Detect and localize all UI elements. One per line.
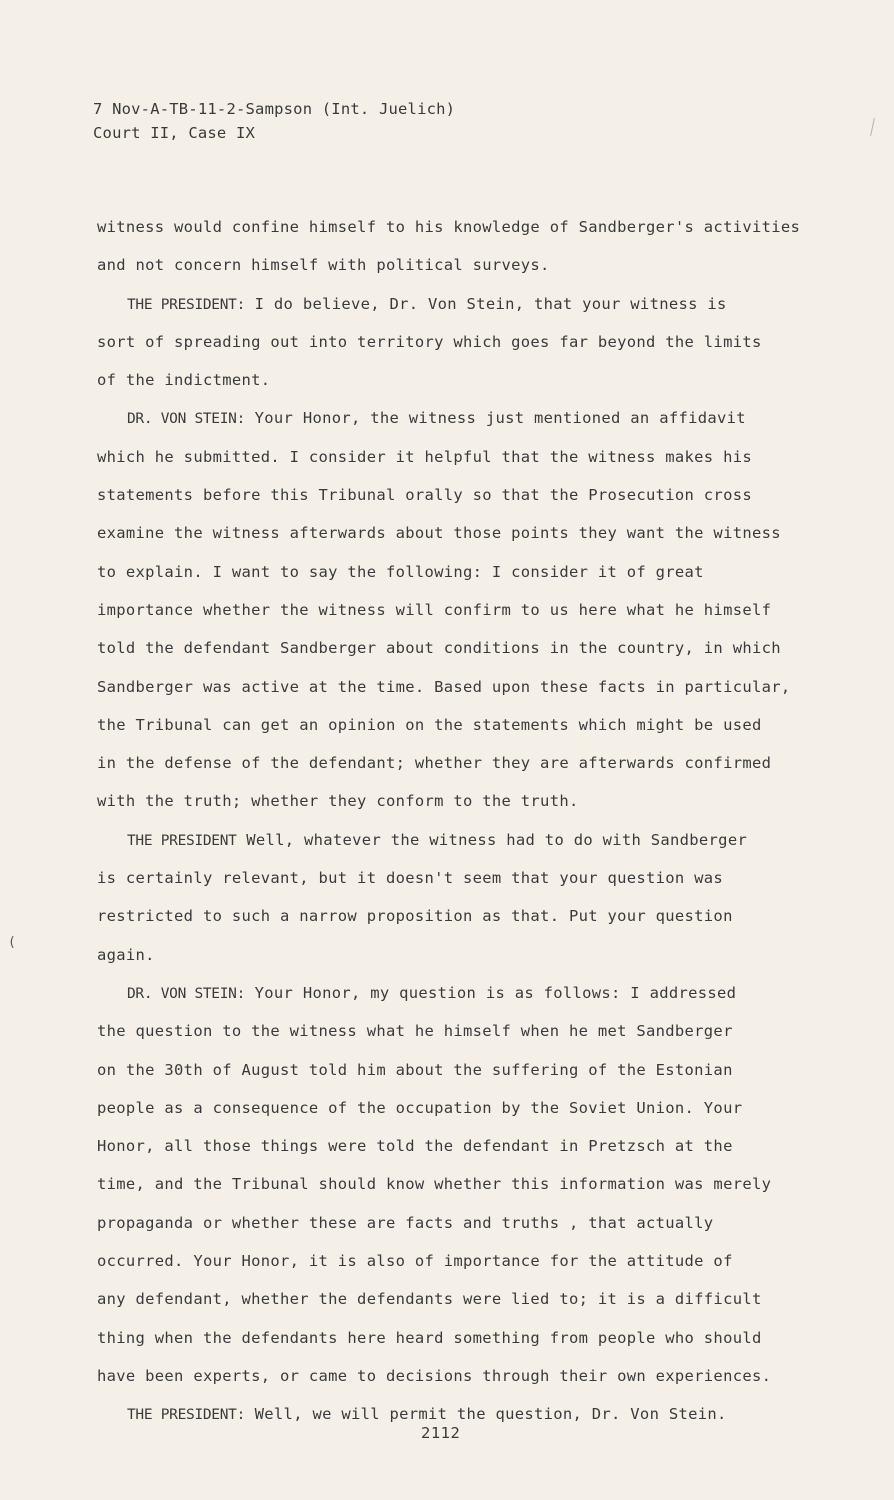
transcript-line: to explain. I want to say the following: I consider it of great <box>97 562 704 581</box>
transcript-line: restricted to such a narrow proposition as that. Put your question <box>97 907 733 926</box>
transcript-line: again. <box>97 945 155 964</box>
transcript-line: witness would confine himself to his knowledge of Sandberger's activities <box>97 218 801 236</box>
transcript-line: Honor, all those things were told the defendant in Pretzsch at the <box>97 1137 733 1156</box>
transcript-line: on the 30th of August told him about the suffering of the Estonian <box>97 1060 733 1079</box>
transcript-line: propaganda or whether these are facts and truths , that actually <box>97 1213 714 1232</box>
margin-stray-mark: ( <box>8 935 16 950</box>
transcript-line: THE PRESIDENT: I do believe, Dr. Von Stein, that your witness is <box>127 294 727 313</box>
header-court-case: Court II, Case IX <box>93 124 256 142</box>
transcript-line: the question to the witness what he himself when he met Sandberger <box>97 1022 733 1041</box>
transcript-line: sort of spreading out into territory which goes far beyond the limits <box>97 332 762 351</box>
transcript-line: DR. VON STEIN: Your Honor, the witness just mentioned an affidavit <box>127 409 746 428</box>
transcript-line: any defendant, whether the defendants were lied to; it is a difficult <box>97 1290 762 1309</box>
transcript-line: with the truth; whether they conform to the truth. <box>97 792 579 811</box>
transcript-line: importance whether the witness will confirm to us here what he himself <box>97 600 772 619</box>
transcript-line: DR. VON STEIN: Your Honor, my question is as follows: I addressed <box>127 983 737 1002</box>
speaker-label: DR. VON STEIN: <box>127 411 246 428</box>
transcript-line: statements before this Tribunal orally so that the Prosecution cross <box>97 486 752 505</box>
transcript-line: told the defendant Sandberger about conditions in the country, in which <box>97 639 781 658</box>
speaker-label: DR. VON STEIN: <box>127 985 246 1002</box>
speaker-label: THE PRESIDENT <box>127 832 237 849</box>
transcript-line: which he submitted. I consider it helpful that the witness makes his <box>97 447 752 466</box>
transcript-line: THE PRESIDENT Well, whatever the witness had to do with Sandberger <box>127 830 748 849</box>
speaker-label: THE PRESIDENT: <box>127 1407 246 1424</box>
transcript-line: and not concern himself with political surveys. <box>97 256 550 275</box>
transcript-line: the Tribunal can get an opinion on the statements which might be used <box>97 715 762 734</box>
transcript-body <box>97 208 812 1434</box>
transcript-line: occurred. Your Honor, it is also of importance for the attitude of <box>97 1252 733 1271</box>
document-header <box>93 97 455 145</box>
transcript-line: examine the witness afterwards about those points they want the witness <box>97 524 781 543</box>
margin-mark <box>870 118 875 136</box>
transcript-line: is certainly relevant, but it doesn't seem that your question was <box>97 869 724 888</box>
transcript-line: in the defense of the defendant; whether they are afterwards confirmed <box>97 754 772 773</box>
transcript-line: people as a consequence of the occupation by the Soviet Union. Your <box>97 1098 743 1117</box>
transcript-line: thing when the defendants here heard something from people who should <box>97 1328 762 1347</box>
transcript-line: time, and the Tribunal should know whether this information was merely <box>97 1175 772 1194</box>
transcript-line: have been experts, or came to decisions through their own experiences. <box>97 1366 772 1385</box>
speaker-label: THE PRESIDENT: <box>127 296 246 313</box>
transcript-line: THE PRESIDENT: Well, we will permit the question, Dr. Von Stein. <box>127 1405 727 1424</box>
transcript-line: of the indictment. <box>97 371 271 390</box>
page-number: 2112 <box>421 1424 461 1442</box>
header-reference: 7 Nov-A-TB-11-2-Sampson (Int. Juelich) <box>93 100 456 118</box>
transcript-line: Sandberger was active at the time. Based upon these facts in particular, <box>97 677 791 696</box>
